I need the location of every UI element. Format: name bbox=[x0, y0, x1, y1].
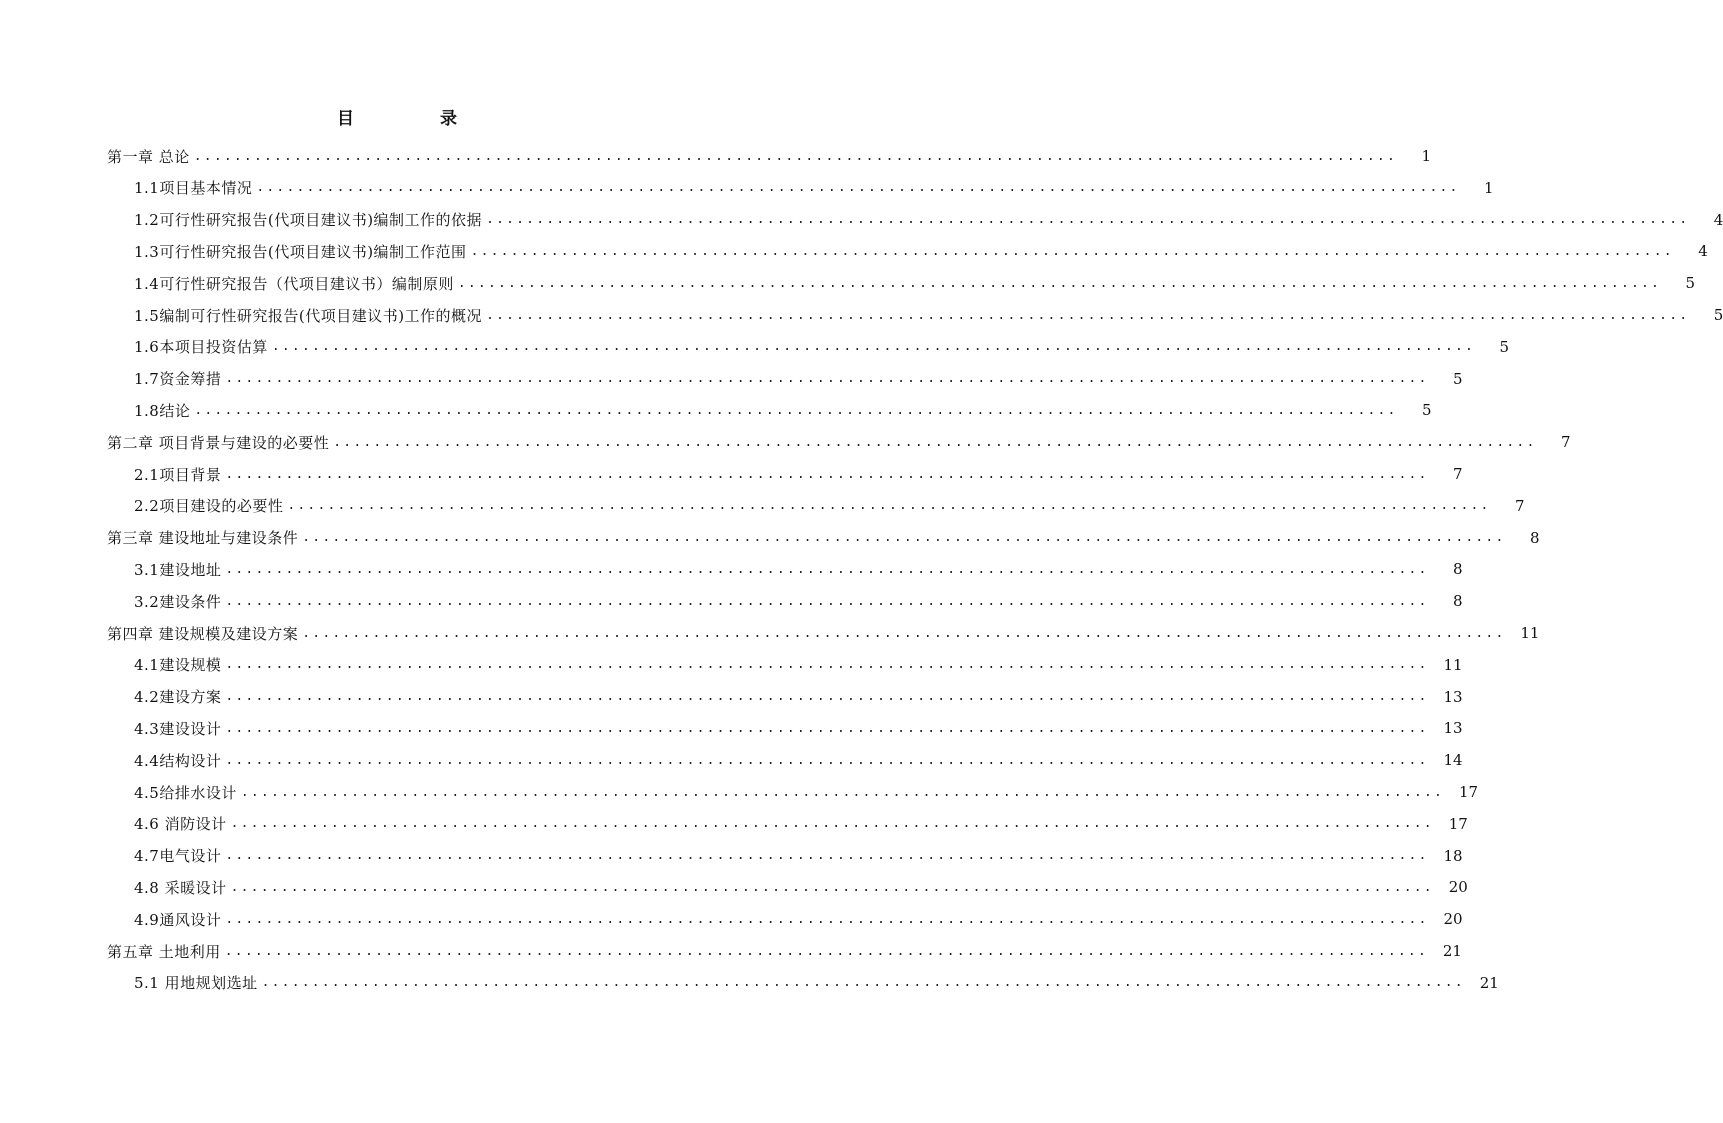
toc-dot-leader: ........................................................................................................................ bbox=[225, 561, 1429, 577]
toc-page-number: 5 bbox=[1685, 274, 1696, 293]
toc-page-number: 8 bbox=[1453, 592, 1463, 611]
toc-page-number: 21 bbox=[1479, 973, 1499, 992]
toc-dot-leader: ........................................................................................................................ bbox=[256, 180, 1460, 196]
toc-page-number: 11 bbox=[1520, 624, 1540, 642]
toc-entry-label: 1.4可行性研究报告（代项目建议书）编制原则 bbox=[134, 274, 454, 293]
toc-page-number: 20 bbox=[1448, 878, 1468, 897]
toc-dot-leader: ........................................................................................................................ bbox=[486, 307, 1690, 323]
toc-entry-label: 4.6 消防设计 bbox=[134, 815, 227, 834]
toc-title: 目 录 bbox=[337, 109, 497, 129]
toc-page-number: 1 bbox=[1421, 147, 1431, 165]
toc-page-number: 8 bbox=[1529, 528, 1540, 547]
toc-section-entry[interactable] bbox=[134, 808, 1468, 840]
toc-entry-label: 4.5给排水设计 bbox=[134, 783, 237, 802]
toc-dot-leader: ........................................................................................................................ bbox=[302, 625, 1506, 641]
toc-dot-leader: ........................................................................................................................ bbox=[230, 879, 1434, 895]
toc-page-number: 13 bbox=[1443, 687, 1463, 706]
toc-section-entry[interactable] bbox=[134, 299, 1723, 331]
toc-entry-label: 第四章 建设规模及建设方案 bbox=[107, 624, 299, 643]
toc-dot-leader: ........................................................................................................................ bbox=[486, 212, 1690, 228]
toc-section-entry[interactable] bbox=[134, 235, 1708, 267]
toc-entry-label: 第三章 建设地址与建设条件 bbox=[107, 529, 299, 548]
toc-entry-label: 1.2可行性研究报告(代项目建议书)编制工作的依据 bbox=[134, 211, 483, 230]
toc-dot-leader: ........................................................................................................................ bbox=[193, 148, 1397, 164]
toc-page-number: 5 bbox=[1453, 369, 1463, 388]
toc-dot-leader: ........................................................................................................................ bbox=[225, 593, 1429, 609]
toc-dot-leader: ........................................................................................................................ bbox=[224, 943, 1428, 959]
toc-page-number: 8 bbox=[1453, 560, 1463, 579]
toc-page-number: 17 bbox=[1458, 783, 1479, 801]
toc-entry-label: 4.8 采暖设计 bbox=[134, 878, 227, 897]
toc-entry-label: 4.2建设方案 bbox=[134, 688, 222, 707]
toc-page-number: 14 bbox=[1443, 751, 1463, 770]
toc-section-entry[interactable] bbox=[134, 744, 1463, 776]
toc-page-number: 17 bbox=[1448, 814, 1468, 833]
toc-section-entry[interactable] bbox=[134, 172, 1494, 204]
toc-entry-label: 1.6本项目投资估算 bbox=[134, 338, 268, 357]
toc-section-entry[interactable] bbox=[134, 585, 1463, 617]
toc-chapter-entry[interactable] bbox=[107, 522, 1540, 554]
toc-chapter-entry[interactable] bbox=[107, 426, 1571, 458]
toc-entry-label: 1.1项目基本情况 bbox=[134, 179, 253, 198]
toc-dot-leader: ........................................................................................................................ bbox=[261, 975, 1465, 991]
toc-entry-label: 4.1建设规模 bbox=[134, 656, 222, 675]
toc-entry-label: 第一章 总论 bbox=[107, 147, 190, 166]
toc-page-number: 21 bbox=[1442, 942, 1462, 960]
toc-page-number: 13 bbox=[1443, 719, 1463, 738]
toc-entry-label: 4.7电气设计 bbox=[134, 847, 222, 866]
toc-dot-leader: ........................................................................................................................ bbox=[302, 530, 1506, 546]
toc-section-entry[interactable] bbox=[134, 458, 1463, 490]
toc-dot-leader: ........................................................................................................................ bbox=[240, 784, 1445, 800]
toc-entry-label: 1.7资金筹措 bbox=[134, 370, 222, 389]
toc-chapter-entry[interactable] bbox=[107, 617, 1540, 649]
toc-dot-leader: ........................................................................................................................ bbox=[225, 911, 1429, 927]
toc-dot-leader: ........................................................................................................................ bbox=[225, 752, 1429, 768]
toc-page-number: 5 bbox=[1422, 401, 1432, 420]
toc-section-entry[interactable] bbox=[134, 267, 1696, 299]
toc-section-entry[interactable] bbox=[134, 553, 1463, 585]
toc-entry-label: 4.9通风设计 bbox=[134, 910, 222, 929]
toc-dot-leader: ........................................................................................................................ bbox=[333, 434, 1537, 450]
toc-section-entry[interactable] bbox=[134, 394, 1432, 426]
toc-page-number: 11 bbox=[1443, 655, 1463, 674]
toc-dot-leader: ........................................................................................................................ bbox=[230, 816, 1434, 832]
toc-dot-leader: ........................................................................................................................ bbox=[457, 275, 1662, 291]
toc-dot-leader: ........................................................................................................................ bbox=[225, 466, 1429, 482]
toc-entry-label: 1.3可行性研究报告(代项目建议书)编制工作范围 bbox=[134, 242, 467, 261]
toc-page-number: 4 bbox=[1698, 242, 1708, 261]
toc-entry-label: 2.1项目背景 bbox=[134, 465, 222, 484]
toc-section-entry[interactable] bbox=[134, 331, 1510, 363]
toc-section-entry[interactable] bbox=[134, 490, 1525, 522]
toc-dot-leader: ........................................................................................................................ bbox=[271, 339, 1476, 355]
toc-page-number: 20 bbox=[1443, 910, 1463, 929]
toc-section-entry[interactable] bbox=[134, 649, 1463, 681]
toc-page-number: 7 bbox=[1515, 496, 1525, 515]
toc-section-entry[interactable] bbox=[134, 204, 1723, 236]
toc-section-entry[interactable] bbox=[134, 363, 1463, 395]
toc-dot-leader: ........................................................................................................................ bbox=[225, 657, 1429, 673]
toc-dot-leader: ........................................................................................................................ bbox=[225, 848, 1429, 864]
toc-dot-leader: ........................................................................................................................ bbox=[225, 689, 1429, 705]
toc-dot-leader: ........................................................................................................................ bbox=[225, 371, 1429, 387]
toc-page-number: 4 bbox=[1713, 210, 1723, 229]
toc-dot-leader: ........................................................................................................................ bbox=[225, 720, 1429, 736]
toc-entry-label: 2.2项目建设的必要性 bbox=[134, 497, 284, 516]
toc-page-number: 5 bbox=[1499, 337, 1510, 356]
toc-page-number: 18 bbox=[1443, 846, 1463, 865]
toc-entry-label: 5.1 用地规划选址 bbox=[134, 974, 258, 993]
toc-chapter-entry[interactable] bbox=[107, 140, 1431, 172]
toc-dot-leader: ........................................................................................................................ bbox=[470, 243, 1674, 259]
toc-entry-label: 第二章 项目背景与建设的必要性 bbox=[107, 433, 330, 452]
toc-section-entry[interactable] bbox=[134, 776, 1479, 808]
toc-entry-label: 4.4结构设计 bbox=[134, 751, 222, 770]
toc-entry-label: 1.5编制可行性研究报告(代项目建议书)工作的概况 bbox=[134, 306, 483, 325]
toc-entry-label: 3.1建设地址 bbox=[134, 560, 222, 579]
toc-page-number: 1 bbox=[1484, 178, 1494, 197]
toc-page-number: 7 bbox=[1453, 465, 1463, 483]
toc-page-number: 5 bbox=[1713, 306, 1723, 324]
toc-page-number: 7 bbox=[1560, 433, 1571, 452]
toc-section-entry[interactable] bbox=[134, 840, 1463, 872]
toc-entry-label: 3.2建设条件 bbox=[134, 592, 222, 611]
toc-dot-leader: ........................................................................................................................ bbox=[287, 498, 1491, 514]
toc-section-entry[interactable] bbox=[134, 712, 1463, 744]
toc-entry-label: 1.8结论 bbox=[134, 401, 191, 420]
toc-dot-leader: ........................................................................................................................ bbox=[194, 402, 1398, 418]
toc-entry-label: 4.3建设设计 bbox=[134, 719, 222, 738]
toc-chapter-entry[interactable] bbox=[107, 935, 1462, 967]
toc-section-entry[interactable] bbox=[134, 681, 1463, 713]
toc-entry-label: 第五章 土地利用 bbox=[107, 942, 221, 961]
toc-section-entry[interactable] bbox=[134, 967, 1499, 999]
toc-section-entry[interactable] bbox=[134, 871, 1468, 903]
toc-section-entry[interactable] bbox=[134, 903, 1463, 935]
